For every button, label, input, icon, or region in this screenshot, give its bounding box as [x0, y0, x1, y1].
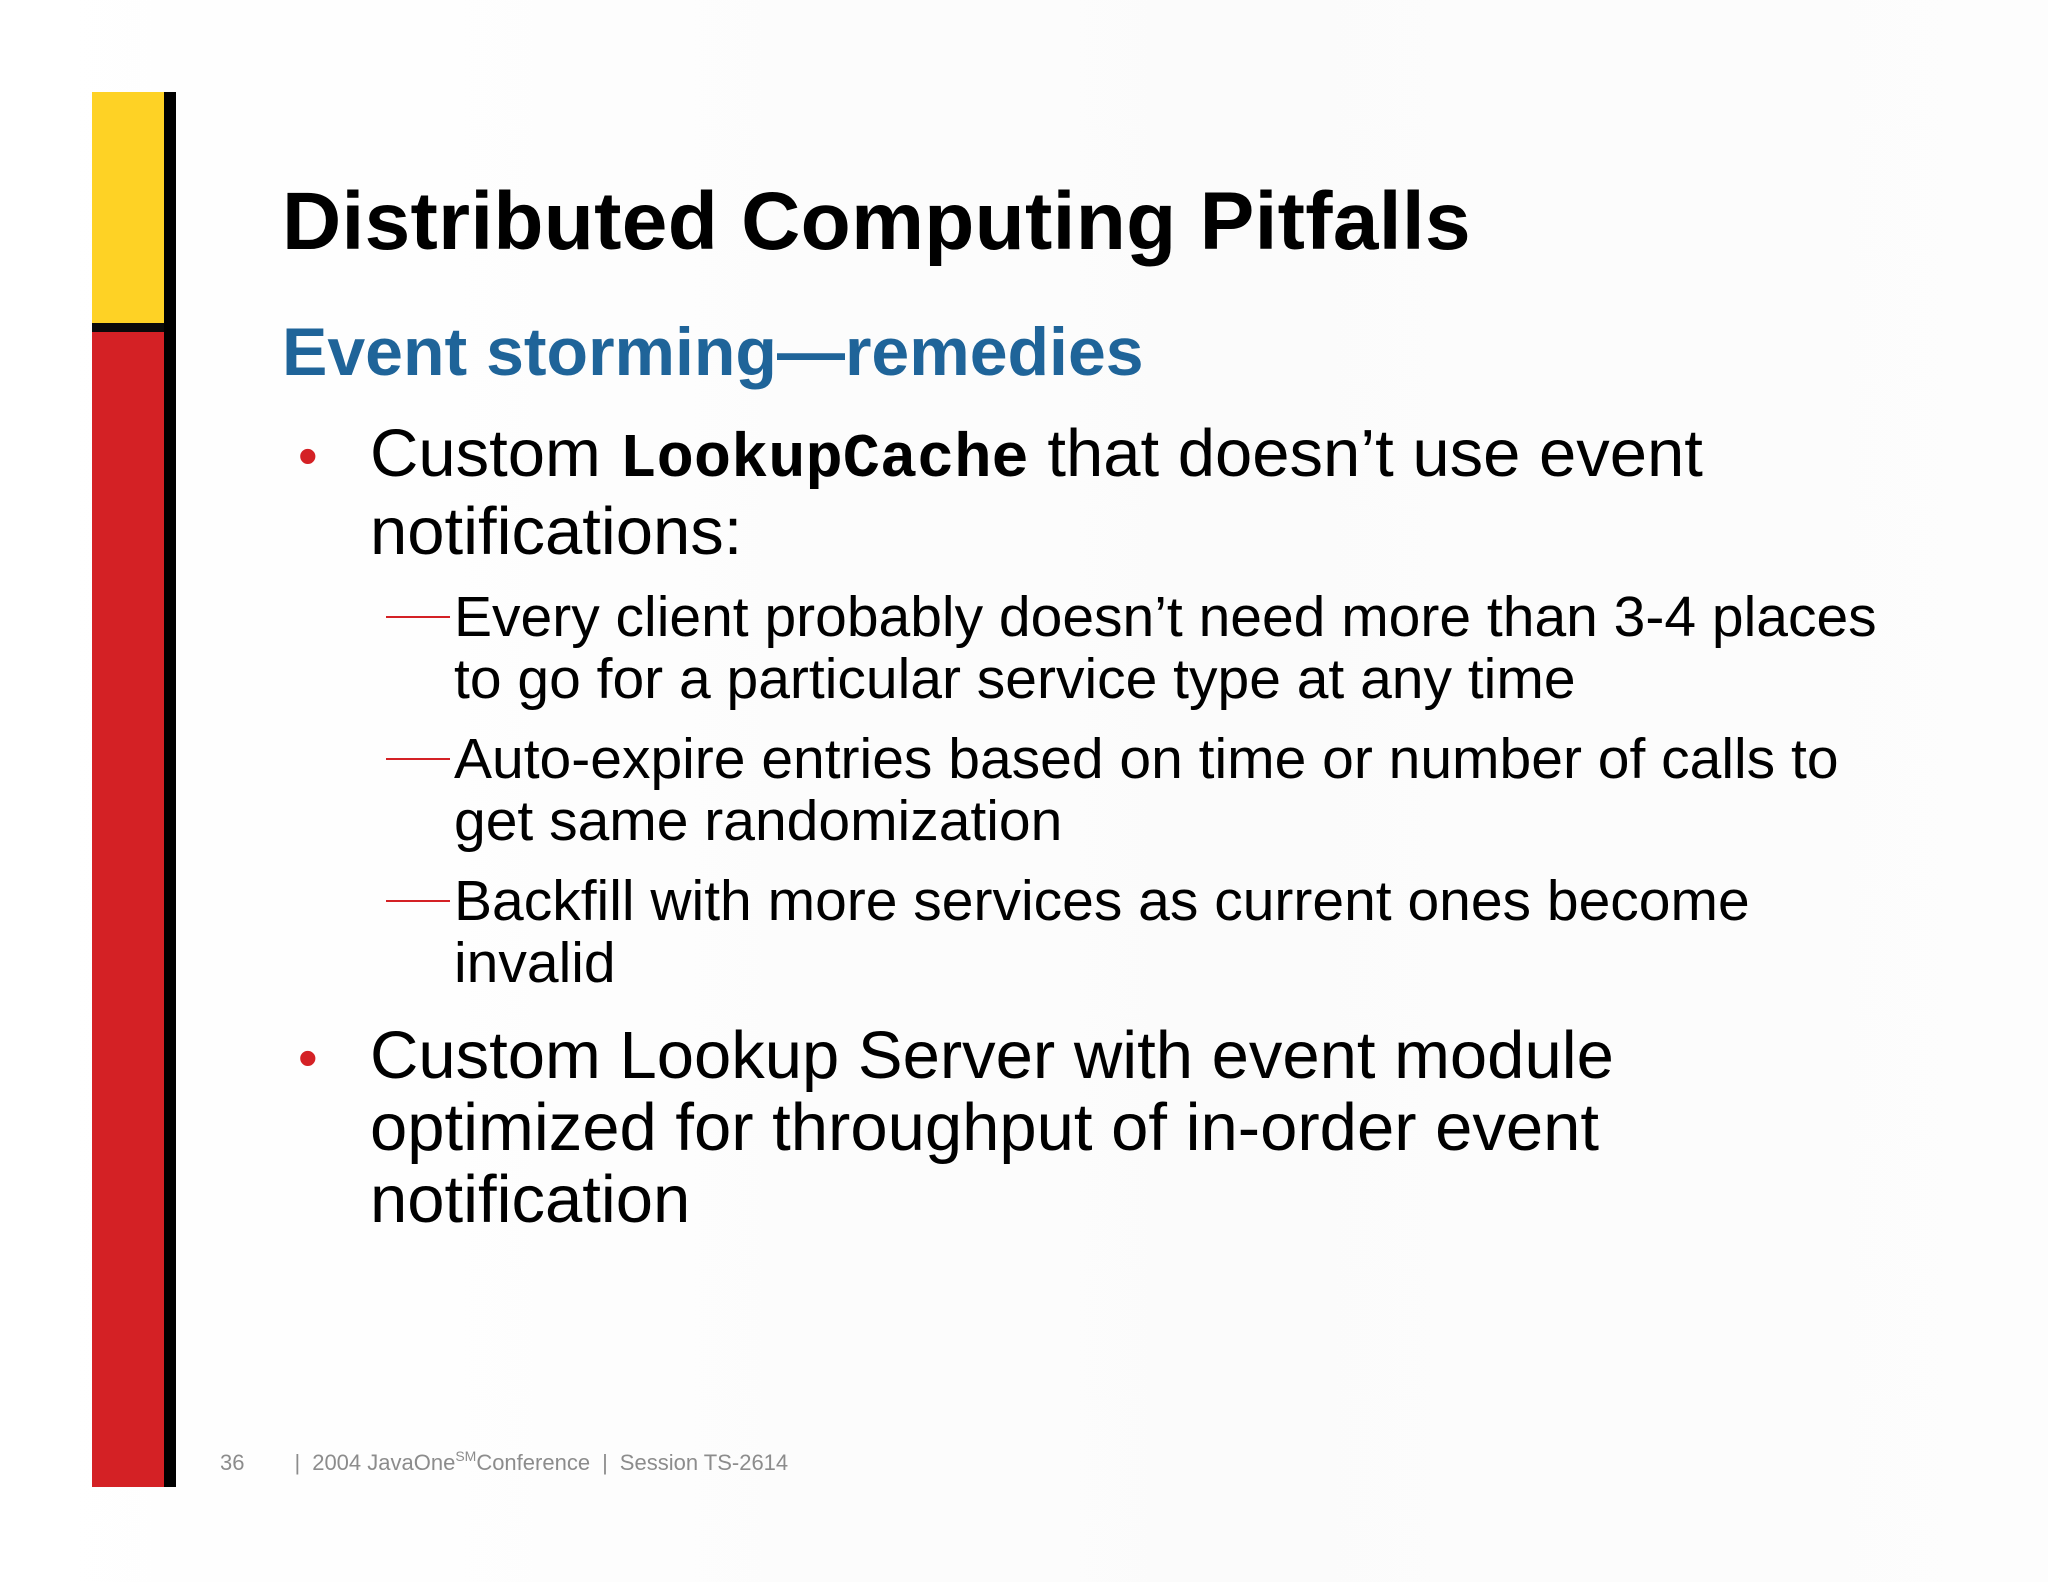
footer-separator: | — [602, 1450, 608, 1475]
sub-bullet-item — [282, 728, 1902, 852]
sub-bullet-item — [282, 870, 1902, 994]
sub-bullet-list — [282, 586, 1902, 994]
sub-bullet-text: Auto-expire entries based on time or number of calls to get same randomization — [454, 727, 1839, 853]
bullet-item-lookupcache — [282, 418, 1902, 568]
bullet-text-after: that doesn’t use event notifications: — [370, 416, 1703, 569]
footer-separator: | — [294, 1450, 301, 1475]
bullet-dot-icon: • — [298, 424, 318, 487]
dash-icon — [386, 728, 450, 790]
dash-icon — [386, 586, 450, 648]
sub-bullet-item — [282, 586, 1902, 710]
accent-bar-divider — [92, 323, 164, 332]
bullet-list — [282, 418, 1902, 1236]
bullet-dot-icon: • — [298, 1026, 318, 1089]
sub-bullet-text: Backfill with more services as current ones become invalid — [454, 869, 1750, 995]
bullet-text-before: Custom — [370, 416, 620, 491]
accent-bar-yellow — [92, 92, 164, 323]
bullet-text: Custom Lookup Server with event module optimized for throughput of in-order event notification — [370, 1018, 1614, 1237]
conference-suffix: Conference — [476, 1450, 591, 1475]
accent-bar-red — [92, 332, 164, 1487]
bullet-code-term: LookupCache — [619, 424, 1029, 495]
slide-subtitle: Event storming—remedies — [282, 314, 1144, 390]
session-id: Session TS-2614 — [619, 1450, 789, 1475]
conference-name — [312, 1448, 590, 1476]
dash-icon — [386, 870, 450, 932]
service-mark: SM — [455, 1448, 477, 1464]
accent-bar-black-edge — [164, 92, 176, 1487]
conference-prefix: 2004 JavaOne — [312, 1450, 456, 1475]
slide-footer — [220, 1448, 788, 1476]
sub-bullet-text: Every client probably doesn’t need more than 3-4 places to go for a particular service type at any time — [454, 585, 1877, 711]
bullet-item-lookup-server — [282, 1020, 1902, 1236]
page-number: 36 — [220, 1450, 245, 1475]
slide-title: Distributed Computing Pitfalls — [282, 176, 1471, 267]
